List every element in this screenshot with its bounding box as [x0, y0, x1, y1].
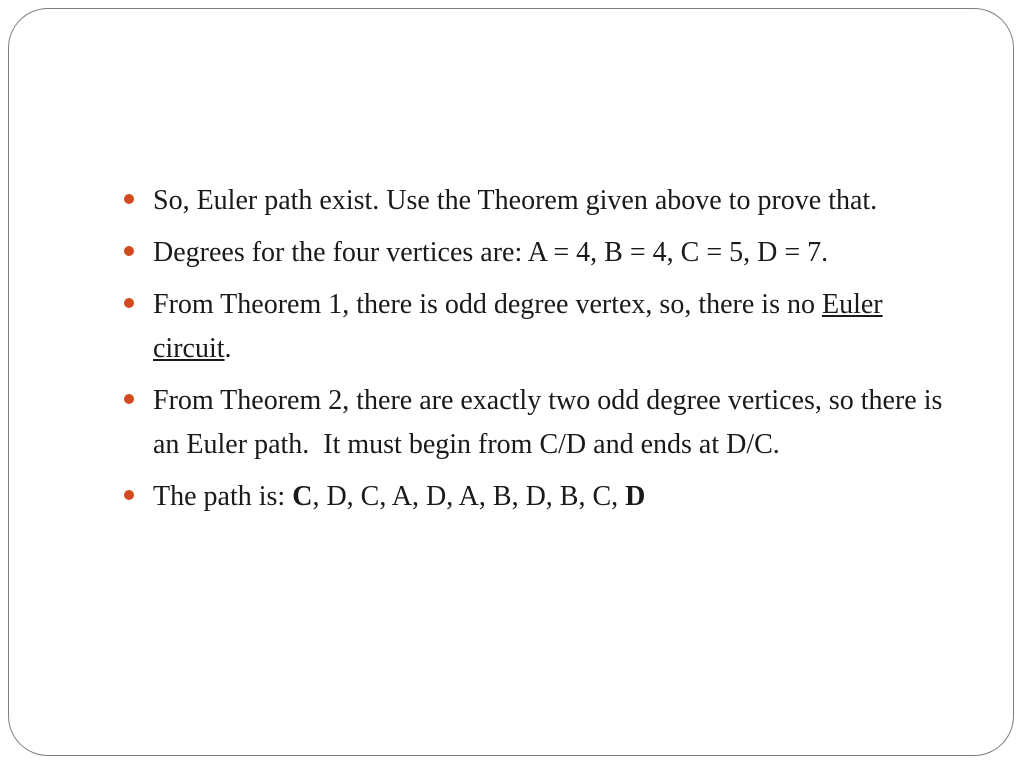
path-start-vertex: C [292, 481, 313, 512]
bullet-dot-icon [124, 394, 134, 404]
bullet-item-5 [119, 475, 949, 519]
bullet-text: Degrees for the four vertices are: A = 4, B = 4, C = 5, D = 7. [153, 237, 829, 268]
bullet-text: From Theorem 1, there is odd degree vertex, so, there is no [153, 289, 822, 320]
bullet-text: From Theorem 2, there are exactly two odd degree vertices, so there is an Euler path. It must begin from C/D and ends at D/C. [153, 385, 950, 460]
bullet-item-2 [119, 231, 949, 275]
bullet-dot-icon [124, 490, 134, 500]
bullet-item-1 [119, 179, 949, 223]
bullet-dot-icon [124, 298, 134, 308]
bullet-item-4 [119, 379, 949, 467]
bullet-text-end: . [224, 333, 232, 364]
euler-circuit-term: Euler circuit [153, 289, 883, 364]
bullet-dot-icon [124, 194, 134, 204]
bullet-list [119, 179, 949, 527]
bullet-text: The path is: [153, 481, 293, 512]
bullet-dot-icon [124, 246, 134, 256]
bullet-text: So, Euler path exist. Use the Theorem given above to prove that. [153, 185, 878, 216]
slide-frame [8, 8, 1014, 756]
path-end-vertex: D [625, 481, 646, 512]
path-middle: , D, C, A, D, A, B, D, B, C, [312, 481, 626, 512]
bullet-item-3 [119, 283, 949, 371]
